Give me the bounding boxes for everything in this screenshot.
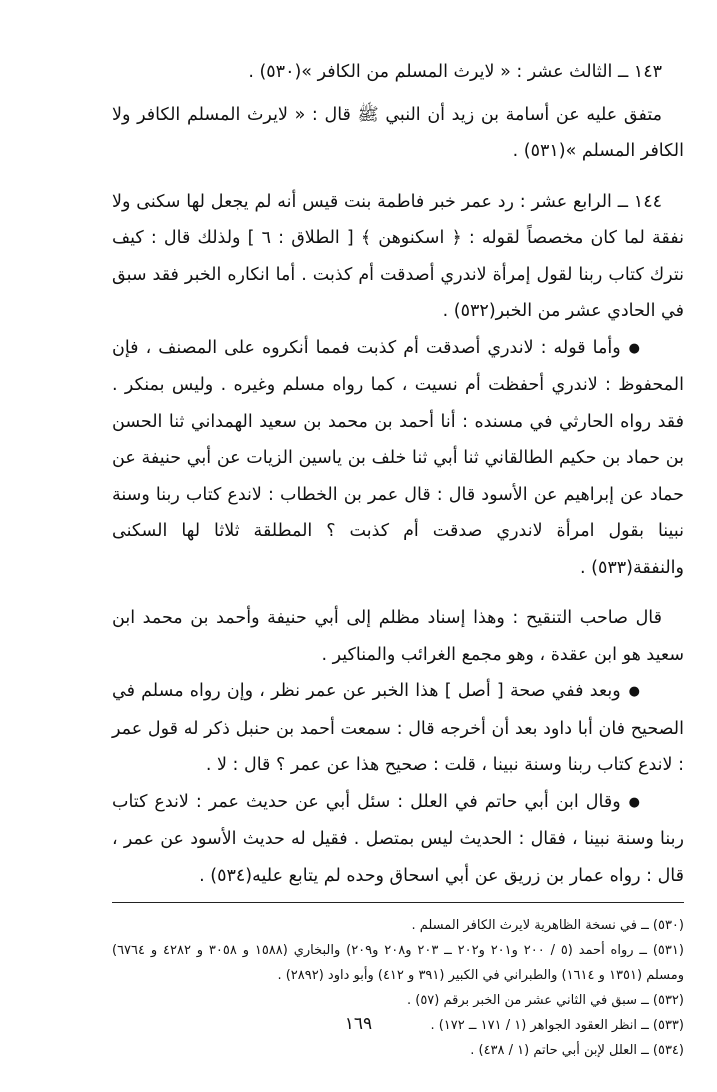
bullet-icon: ● (628, 684, 640, 699)
footnote-531: (٥٣١) ــ رواه أحمد (٥ / ٢٠٠ و٢٠١ و٢٠٢ ــ ٢٠٣ و٢٠٨ و٢٠٩) والبخاري (١٥٨٨ و ٣٠٥٨ و ٤٢٨٢ و ٦٧٦٤) ومسلم (١٣٥١ و ١٦١٤) والطبراني في الكبير (٣٩١ و ٤١٢) وأبو داود (٢٨٩٢) . (112, 943, 684, 983)
paragraph-bullet-1 (112, 330, 684, 587)
paragraph-text: وبعد ففي صحة [ أصل ] هذا الخبر عن عمر نظر ، وإن رواه مسلم في الصحيح فان أبا داود بعد أن أخرجه قال : سمعت أحمد بن حنبل ذكر له قول عمر : لاندع كتاب ربنا وسنة نبينا ، قلت : صحيح هذا عن عمر ؟ قال : لا . (112, 681, 684, 775)
bullet-icon: ● (628, 794, 640, 810)
paragraph-bullet-3 (112, 784, 684, 895)
spacer (112, 586, 684, 600)
paragraph-hadith-143: ١٤٣ ــ الثالث عشر : « لايرث المسلم من الكافر »(٥٣٠) . (248, 62, 662, 82)
page-number: ١٦٩ (344, 1014, 373, 1034)
footnote-534: (٥٣٤) ــ العلل لإبن أبي حاتم (١ / ٤٣٨) . (470, 1043, 684, 1058)
footnote-533: (٥٣٣) ــ انظر العقود الجواهر (١ / ١٧١ ــ ١٧٢) . (430, 1018, 684, 1033)
paragraph-hadith-144: ١٤٤ ــ الرابع عشر : رد عمر خبر فاطمة بنت قيس أنه لم يجعل لها سكنى ولا نفقة لما كان مخصصاً لقوله : ﴿ اسكنوهن ﴾ [ الطلاق : ٦ ] ولذلك قال : كيف نترك كتاب ربنا لقول إمرأة لاندري أصدقت أم كذبت . أما انكاره الخبر فقد سبق في الحادي عشر من الخبر(٥٣٢) . (112, 191, 684, 321)
bullet-icon: ● (628, 340, 640, 356)
page-body (112, 54, 684, 1063)
footnote-530: (٥٣٠) ــ في نسخة الظاهرية لايرث الكافر المسلم . (411, 918, 684, 933)
paragraph-text: وقال ابن أبي حاتم في العلل : سئل أبي عن حديث عمر : لاندع كتاب ربنا وسنة نبينا ، فقال : الحديث ليس بمتصل . فقيل له حديث الأسود عن عمر ، قال : رواه عمار بن زريق عن أبي اسحاق وحده لم يتابع عليه(٥٣٤) . (112, 791, 684, 886)
paragraph-text: وأما قوله : لاندري أصدقت أم كذبت فمما أنكروه على المصنف ، فإن المحفوظ : لاندري أحفظت أم نسيت ، كما رواه مسلم وغيره . وليس بمنكر . فقد رواه الحارثي في مسنده : أنا أحمد بن محمد بن سعيد الهمداني ثنا الحسن بن حماد بن حكيم الطالقاني ثنا أبي ثنا خلف بن ياسين الزيات عن أبي حنيفة عن حماد عن إبراهيم عن الأسود قال : قال عمر بن الخطاب : لاندع كتاب ربنا وسنة نبينا بقول امرأة لاندري صدقت أم كذبت ؟ المطلقة ثلاثا لها السكنى والنفقة(٥٣٣) . (112, 337, 684, 578)
footnote-divider (112, 902, 684, 903)
footnotes (112, 913, 684, 1063)
spacer (112, 170, 684, 184)
paragraph-bullet-2 (112, 673, 684, 784)
footnote-532: (٥٣٢) ــ سبق في الثاني عشر من الخبر برقم (٥٧) . (406, 993, 684, 1008)
paragraph-tanqih: قال صاحب التنقيح : وهذا إسناد مظلم إلى أبي حنيفة وأحمد بن محمد ابن سعيد هو ابن عقدة ، وهو مجمع الغرائب والمناكير . (112, 608, 684, 665)
paragraph-muttafaq: متفق عليه عن أسامة بن زيد أن النبي ﷺ قال : « لايرث المسلم الكافر ولا الكافر المسلم »(٥٣١) . (112, 104, 684, 161)
